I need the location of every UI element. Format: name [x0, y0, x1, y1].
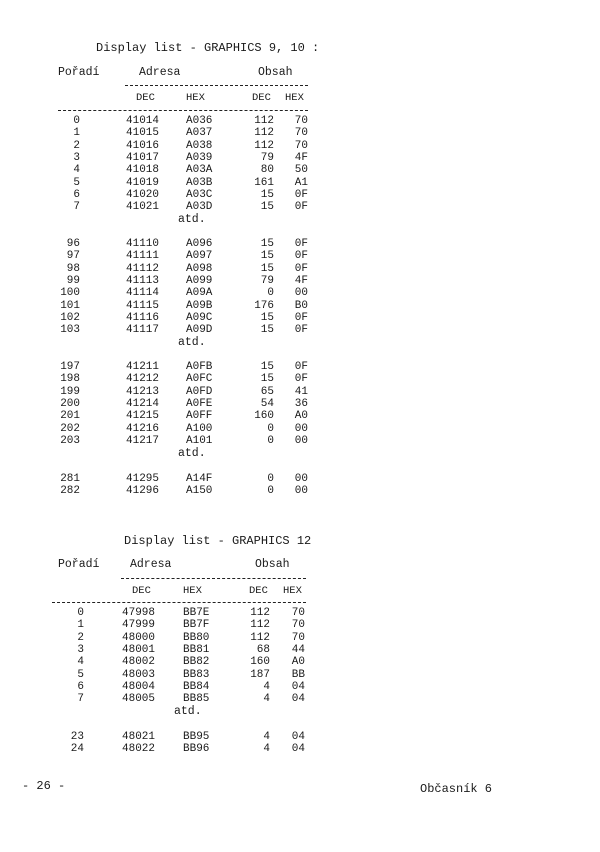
cell-obsah-hex: 41 — [294, 385, 308, 398]
cell-obsah-dec: 160 — [250, 656, 270, 669]
cell-obsah-dec: 15 — [260, 188, 274, 201]
table1-title: Display list - GRAPHICS 9, 10 : — [96, 41, 320, 55]
table1-body-rule — [58, 110, 308, 111]
table2-sub-hex: HEX — [183, 585, 202, 597]
cell-hex: A03C — [186, 188, 213, 201]
cell-poradi: 5 — [77, 668, 84, 681]
cell-hex: A036 — [186, 115, 213, 127]
cell-dec: 41019 — [126, 176, 160, 189]
cell-poradi: 3 — [77, 643, 84, 656]
cell-obsah-dec: 80 — [260, 164, 274, 177]
cell-obsah-dec: 160 — [254, 410, 274, 423]
cell-poradi: 6 — [77, 680, 84, 693]
cell-hex: A09D — [186, 324, 213, 337]
cell-obsah-hex: 0F — [294, 262, 308, 275]
cell-hex: BB7F — [183, 619, 210, 632]
cell-hex: BB85 — [183, 693, 210, 706]
cell-dec: 41015 — [126, 127, 160, 140]
cell-dec: 41017 — [126, 151, 160, 164]
cell-dec: 41116 — [126, 311, 160, 324]
cell-obsah-hex: A0 — [291, 656, 305, 669]
table2-body-rule — [52, 602, 306, 603]
cell-obsah-dec: 112 — [250, 619, 270, 632]
cell-obsah-hex: 00 — [294, 434, 308, 447]
cell-hex: A03B — [186, 176, 213, 189]
cell-obsah-hex: 04 — [291, 680, 305, 693]
cell-obsah-dec: 79 — [260, 151, 274, 164]
cell-poradi: 0 — [73, 115, 80, 127]
cell-dec: 41020 — [126, 188, 160, 201]
cell-obsah-hex: 00 — [294, 485, 308, 498]
cell-dec: 41110 — [126, 238, 160, 250]
cell-dec: 48000 — [122, 631, 156, 644]
cell-obsah-hex: 0F — [294, 201, 308, 214]
cell-obsah-hex: 04 — [291, 693, 305, 706]
cell-obsah-hex: 00 — [294, 287, 308, 300]
cell-hex: A09C — [186, 311, 213, 324]
cell-obsah-dec: 112 — [254, 115, 274, 127]
table1-sub-hex2: HEX — [285, 92, 304, 104]
cell-obsah-dec: 15 — [260, 250, 274, 263]
cell-obsah-hex: 36 — [294, 397, 308, 410]
cell-obsah-dec: 0 — [267, 287, 274, 300]
cell-poradi: 4 — [77, 656, 84, 669]
cell-obsah-dec: 4 — [263, 731, 270, 743]
cell-hex: A0FF — [186, 410, 213, 423]
cell-obsah-hex: 0F — [294, 361, 308, 373]
cell-poradi: 7 — [73, 201, 80, 214]
cell-dec: 41114 — [126, 287, 160, 300]
cell-dec: 48005 — [122, 693, 156, 706]
cell-obsah-hex: 0F — [294, 311, 308, 324]
table2-sub-dec: DEC — [132, 585, 151, 597]
cell-hex: A099 — [186, 274, 213, 287]
table1-col-obsah: Obsah — [258, 66, 293, 79]
table1-sub-dec: DEC — [136, 92, 155, 104]
cell-obsah-hex: 04 — [291, 743, 305, 756]
cell-poradi: 0 — [77, 607, 84, 619]
cell-dec: 41296 — [126, 485, 160, 498]
cell-obsah-hex: B0 — [294, 299, 308, 312]
cell-hex: BB82 — [183, 656, 210, 669]
cell-obsah-hex: 4F — [294, 151, 308, 164]
table2-header-rule — [121, 578, 306, 579]
cell-obsah-dec: 0 — [267, 434, 274, 447]
cell-poradi: 6 — [73, 188, 80, 201]
cell-hex: A09B — [186, 299, 213, 312]
cell-obsah-dec: 68 — [256, 643, 270, 656]
cell-obsah-hex: A1 — [294, 176, 308, 189]
table1-col-adresa: Adresa — [139, 66, 181, 79]
cell-obsah-hex: BB — [291, 668, 305, 681]
cell-obsah-dec: 79 — [260, 274, 274, 287]
cell-hex: A100 — [186, 422, 213, 435]
cell-hex: A097 — [186, 250, 213, 263]
cell-hex: A03D — [186, 201, 213, 214]
cell-poradi: 199 — [60, 385, 80, 398]
cell-poradi: 2 — [77, 631, 84, 644]
cell-obsah-dec: 15 — [260, 201, 274, 214]
cell-dec: 41295 — [126, 473, 160, 485]
cell-obsah-dec: 112 — [254, 127, 274, 140]
cell-obsah-hex: 70 — [291, 607, 305, 619]
cell-hex: A09A — [186, 287, 213, 300]
cell-poradi: 7 — [77, 693, 84, 706]
cell-hex: A038 — [186, 139, 213, 152]
cell-hex: A0FB — [186, 361, 213, 373]
cell-hex: BB7E — [183, 607, 210, 619]
cell-obsah-dec: 112 — [250, 631, 270, 644]
cell-poradi: 1 — [73, 127, 80, 140]
cell-poradi: 96 — [66, 238, 80, 250]
cell-hex: A0FC — [186, 373, 213, 386]
cell-dec: 48022 — [122, 743, 156, 756]
continuation-label: atd. — [178, 336, 206, 350]
cell-obsah-hex: 70 — [294, 127, 308, 140]
cell-dec: 41213 — [126, 385, 160, 398]
cell-obsah-hex: 0F — [294, 188, 308, 201]
cell-obsah-hex: 00 — [294, 473, 308, 485]
cell-poradi: 3 — [73, 151, 80, 164]
cell-hex: A150 — [186, 485, 213, 498]
table1-header-rule — [125, 85, 308, 86]
continuation-label: atd. — [178, 213, 206, 227]
cell-poradi: 281 — [60, 473, 80, 485]
table1-sub-dec2: DEC — [252, 92, 271, 104]
cell-poradi: 24 — [70, 743, 84, 756]
cell-obsah-dec: 112 — [250, 607, 270, 619]
cell-dec: 41018 — [126, 164, 160, 177]
cell-dec: 48003 — [122, 668, 156, 681]
cell-hex: A039 — [186, 151, 213, 164]
cell-dec: 41016 — [126, 139, 160, 152]
cell-obsah-hex: 44 — [291, 643, 305, 656]
cell-obsah-dec: 15 — [260, 238, 274, 250]
cell-hex: BB96 — [183, 743, 210, 756]
cell-obsah-dec: 4 — [263, 680, 270, 693]
table2-col-obsah: Obsah — [255, 558, 290, 571]
cell-poradi: 198 — [60, 373, 80, 386]
cell-obsah-dec: 0 — [267, 422, 274, 435]
cell-obsah-hex: 70 — [294, 139, 308, 152]
cell-obsah-dec: 4 — [263, 743, 270, 756]
cell-poradi: 103 — [60, 324, 80, 337]
cell-hex: BB83 — [183, 668, 210, 681]
cell-poradi: 98 — [66, 262, 80, 275]
cell-poradi: 102 — [60, 311, 80, 324]
cell-obsah-dec: 15 — [260, 373, 274, 386]
publication-name: Občasník 6 — [420, 782, 493, 796]
table2-col-adresa: Adresa — [130, 558, 172, 571]
cell-dec: 41214 — [126, 397, 160, 410]
cell-hex: BB84 — [183, 680, 210, 693]
table2-title: Display list - GRAPHICS 12 — [124, 534, 312, 548]
cell-poradi: 101 — [60, 299, 80, 312]
cell-hex: A037 — [186, 127, 213, 140]
cell-obsah-dec: 15 — [260, 311, 274, 324]
cell-poradi: 1 — [77, 619, 84, 632]
cell-dec: 41117 — [126, 324, 160, 337]
cell-dec: 48004 — [122, 680, 156, 693]
cell-poradi: 282 — [60, 485, 80, 498]
cell-dec: 47998 — [122, 607, 156, 619]
cell-obsah-hex: 0F — [294, 250, 308, 263]
cell-hex: A0FE — [186, 397, 213, 410]
continuation-label: atd. — [174, 705, 202, 719]
cell-dec: 41215 — [126, 410, 160, 423]
cell-dec: 41014 — [126, 115, 160, 127]
cell-obsah-hex: 70 — [294, 115, 308, 127]
table2-sub-hex2: HEX — [283, 585, 302, 597]
cell-hex: BB81 — [183, 643, 210, 656]
cell-dec: 41021 — [126, 201, 160, 214]
cell-hex: A14F — [186, 473, 213, 485]
cell-poradi: 97 — [66, 250, 80, 263]
cell-obsah-dec: 176 — [254, 299, 274, 312]
cell-dec: 41113 — [126, 274, 160, 287]
cell-obsah-hex: 04 — [291, 731, 305, 743]
cell-obsah-dec: 15 — [260, 262, 274, 275]
cell-dec: 41112 — [126, 262, 160, 275]
cell-poradi: 5 — [73, 176, 80, 189]
cell-obsah-dec: 4 — [263, 693, 270, 706]
cell-hex: A101 — [186, 434, 213, 447]
cell-poradi: 202 — [60, 422, 80, 435]
cell-obsah-dec: 0 — [267, 485, 274, 498]
cell-obsah-dec: 187 — [250, 668, 270, 681]
cell-poradi: 200 — [60, 397, 80, 410]
table1-sub-hex: HEX — [186, 92, 205, 104]
cell-obsah-dec: 54 — [260, 397, 274, 410]
cell-dec: 41217 — [126, 434, 160, 447]
cell-poradi: 4 — [73, 164, 80, 177]
cell-poradi: 2 — [73, 139, 80, 152]
cell-obsah-dec: 65 — [260, 385, 274, 398]
cell-dec: 41111 — [126, 250, 160, 263]
cell-obsah-hex: 70 — [291, 619, 305, 632]
cell-obsah-hex: 0F — [294, 238, 308, 250]
cell-hex: BB80 — [183, 631, 210, 644]
cell-obsah-hex: A0 — [294, 410, 308, 423]
table2-col-poradi: Pořadí — [58, 558, 100, 571]
table1-col-poradi: Pořadí — [58, 66, 100, 79]
cell-hex: A0FD — [186, 385, 213, 398]
cell-obsah-hex: 00 — [294, 422, 308, 435]
continuation-label: atd. — [178, 447, 206, 461]
cell-hex: BB95 — [183, 731, 210, 743]
cell-dec: 48021 — [122, 731, 156, 743]
cell-obsah-dec: 15 — [260, 324, 274, 337]
cell-obsah-dec: 161 — [254, 176, 274, 189]
table2-sub-dec2: DEC — [249, 585, 268, 597]
cell-obsah-hex: 4F — [294, 274, 308, 287]
cell-obsah-dec: 112 — [254, 139, 274, 152]
cell-poradi: 201 — [60, 410, 80, 423]
cell-dec: 41216 — [126, 422, 160, 435]
page-number: - 26 - — [22, 779, 66, 793]
cell-obsah-hex: 50 — [294, 164, 308, 177]
cell-poradi: 99 — [66, 274, 80, 287]
cell-hex: A098 — [186, 262, 213, 275]
cell-obsah-hex: 0F — [294, 373, 308, 386]
cell-poradi: 197 — [60, 361, 80, 373]
cell-dec: 47999 — [122, 619, 156, 632]
cell-obsah-dec: 0 — [267, 473, 274, 485]
cell-dec: 48001 — [122, 643, 156, 656]
cell-dec: 41212 — [126, 373, 160, 386]
cell-poradi: 203 — [60, 434, 80, 447]
cell-dec: 41211 — [126, 361, 160, 373]
cell-obsah-hex: 0F — [294, 324, 308, 337]
cell-obsah-dec: 15 — [260, 361, 274, 373]
cell-poradi: 100 — [60, 287, 80, 300]
cell-dec: 48002 — [122, 656, 156, 669]
cell-obsah-hex: 70 — [291, 631, 305, 644]
cell-hex: A03A — [186, 164, 213, 177]
cell-poradi: 23 — [70, 731, 84, 743]
cell-hex: A096 — [186, 238, 213, 250]
cell-dec: 41115 — [126, 299, 160, 312]
